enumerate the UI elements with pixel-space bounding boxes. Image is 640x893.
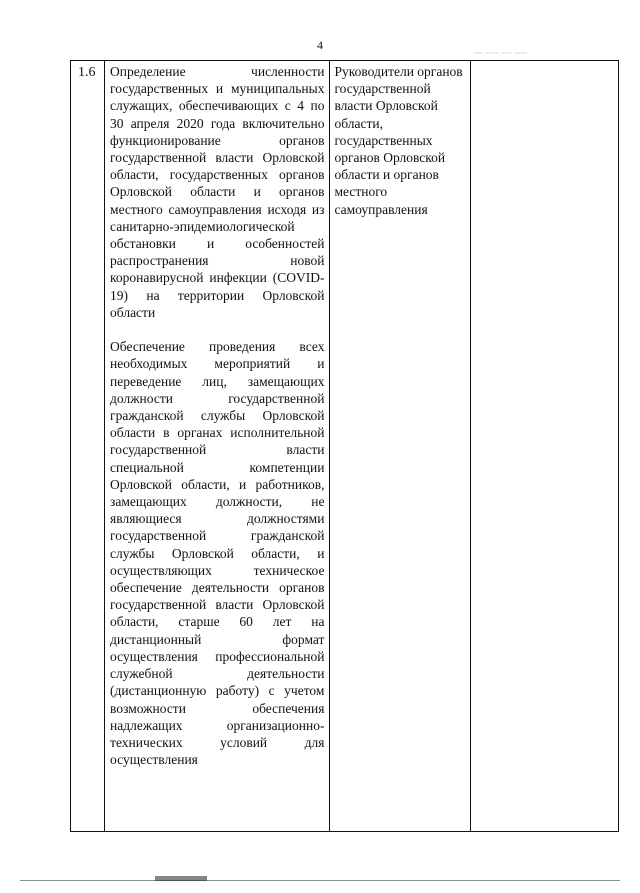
- table-row: [71, 61, 619, 832]
- measure-paragraph-1: Определение численности государственных и муниципальных служащих, обеспечивающих с 4 по 30 апреля 2020 года включительно функционирование органов государственной власти Орловской области, государственных органов Орловской области и органов местного самоуправления исходя из санитарно-эпидемиологической обстановки и особенностей распространения новой коронавирусной инфекции (COVID-19) на территории Орловской области: [110, 64, 325, 320]
- measure-paragraph-2: Обеспечение проведения всех необходимых мероприятий и переведение лиц, замещающих должности государственной гражданской службы Орловской области в органах исполнительной государственной власти специальной компетенции Орловской области, и работников, замещающих должности, не являющиеся должностями государственной гражданской службы Орловской области, и осуществляющих техническое обеспечение деятельности органов государственной власти Орловской области, старше 60 лет на дистанционный формат осуществления профессиональной служебной деятельности (дистанционную работу) с учетом возможности обеспечения надлежащих организационно-технических условий для осуществления: [110, 339, 325, 768]
- responsible-cell: [330, 61, 470, 832]
- scan-artifact: [474, 44, 534, 54]
- deadline-cell: [470, 61, 618, 832]
- bottom-divider: [20, 880, 620, 881]
- measures-table: [70, 60, 619, 832]
- row-index-text: 1.6: [78, 65, 96, 80]
- page-number: 4: [317, 38, 323, 52]
- bottom-scan-mark: [155, 876, 207, 881]
- responsible-text: Руководители органов государственной власти Орловской области, государственных органов Орловской области и органов местного самоуправления: [334, 64, 463, 217]
- row-index: [71, 61, 105, 832]
- measure-cell: [105, 61, 330, 832]
